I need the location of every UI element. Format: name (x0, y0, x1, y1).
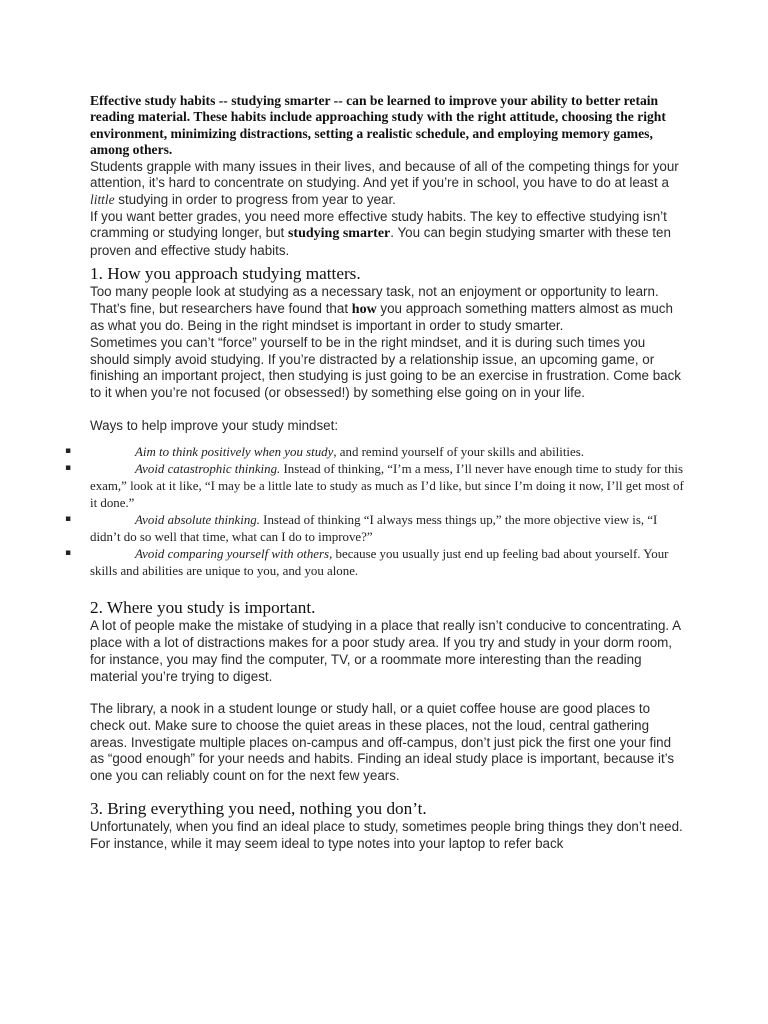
mindset-tips-list (65, 444, 686, 580)
section-1-paragraph-1: Too many people look at studying as a necessary task, not an enjoyment or opportunity to learn. That’s fine, but researchers have found that how you approach something matters almost as much as what you do. Being in the right mindset is important in order to study smarter. (90, 283, 673, 334)
section-3-heading: 3. Bring everything you need, nothing you don’t. (90, 798, 427, 818)
bullet-icon: ▪ (65, 514, 72, 525)
intro-paragraph: Effective study habits -- studying smarter -- can be learned to improve your ability to better retain reading material. These habits include approaching study with the right attitude, choosing the right environment, minimizing distractions, setting a realistic schedule, and employing memory games, among others. (90, 93, 666, 158)
list-item: ▪ Avoid catastrophic thinking. Instead of thinking, “I’m a mess, I’ll never have enough time to study for this exam,” look at it like, “I may be a little late to study as much as I’d like, but since I’m doing it now, I’ll get most of it done.” (65, 462, 684, 511)
list-item: ▪ Aim to think positively when you study, and remind yourself of your skills and abilities. (65, 445, 584, 460)
bullet-icon: ▪ (65, 446, 72, 457)
emphasis-how: how (351, 301, 377, 317)
bullet-icon: ▪ (65, 548, 72, 559)
opening-paragraph-2: If you want better grades, you need more effective study habits. The key to effective studying isn’t cramming or studying longer, but studying smarter. You can begin studying smarter with these ten proven and effective study habits. (90, 208, 671, 259)
section-1-paragraph-2: Sometimes you can’t “force” yourself to be in the right mindset, and it is during such times you should simply avoid studying. If you’re distracted by a relationship issue, an upcoming game, or finishing an important project, then studying is just going to be an exercise in frustration. Come back to it when you’re not focused (or obsessed!) by something else going on in your life. (90, 334, 681, 401)
emphasis-little: little (90, 192, 115, 208)
section-2-paragraph-2: The library, a nook in a student lounge or study hall, or a quiet coffee house are good places to check out. Make sure to choose the quiet areas in these places, not the loud, central gathering areas. Investigate multiple places on-campus and off-campus, don’t just pick the first one your find as “good enough” for your needs and habits. Finding an ideal study place is important, because it’s one you can reliably count on for the next few years. (90, 701, 675, 784)
emphasis-studying-smarter: studying smarter (287, 226, 391, 242)
section-2-heading: 2. Where you study is important. (90, 598, 316, 618)
opening-paragraph-1: Students grapple with many issues in their lives, and because of all of the competing things for your attention, it’s hard to concentrate on studying. And yet if you’re in school, you have to do at least a little studying in order to progress from year to year. (90, 158, 679, 208)
ways-intro: Ways to help improve your study mindset: (90, 417, 339, 433)
list-item: ▪ Avoid absolute thinking. Instead of thinking “I always mess things up,” the more objective view is, “I didn’t do so well that time, what can I do to improve?” (65, 513, 658, 545)
section-2-paragraph-1: A lot of people make the mistake of studying in a place that really isn’t conducive to concentrating. A place with a lot of distractions makes for a poor study area. If you try and study in your dorm room, for instance, you may find the computer, TV, or a roommate more interesting than the reading material you’re trying to digest. (90, 618, 681, 684)
section-1-heading: 1. How you approach studying matters. (90, 263, 361, 283)
bullet-icon: ▪ (65, 463, 72, 474)
section-3-paragraph-1: Unfortunately, when you find an ideal place to study, sometimes people bring things they don’t need. For instance, while it may seem ideal to type notes into your laptop to refer back (90, 818, 683, 851)
document-page (65, 93, 686, 852)
list-item: ▪ Avoid comparing yourself with others, because you usually just end up feeling bad about yourself. Your skills and abilities are unique to you, and you alone. (65, 547, 669, 579)
